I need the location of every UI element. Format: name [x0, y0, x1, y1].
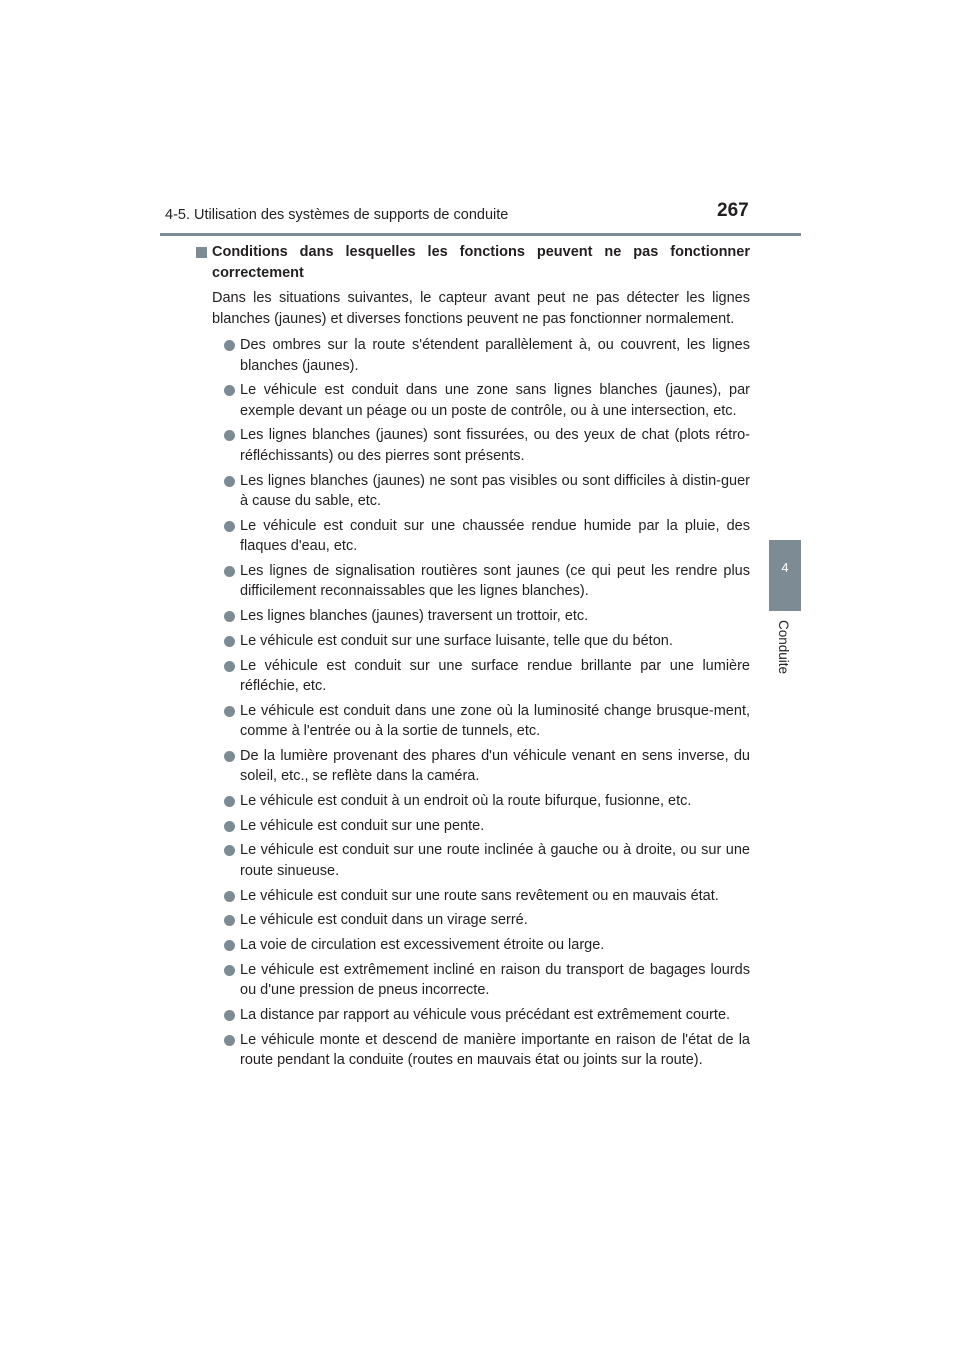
- circle-bullet-icon: [224, 1010, 235, 1021]
- list-item: [212, 335, 750, 376]
- circle-bullet-icon: [224, 891, 235, 902]
- list-item-text: La distance par rapport au véhicule vous précédant est extrêmement courte.: [240, 1006, 731, 1023]
- circle-bullet-icon: [224, 751, 235, 762]
- list-item-text: Des ombres sur la route s'étendent parallèlement à, ou couvrent, les lignes blanches (jaunes).: [240, 337, 750, 374]
- circle-bullet-icon: [224, 796, 235, 807]
- header-rule: [160, 233, 801, 236]
- list-item: [212, 816, 750, 837]
- circle-bullet-icon: [224, 706, 235, 717]
- list-item: [212, 840, 750, 881]
- list-item: [212, 886, 750, 907]
- circle-bullet-icon: [224, 845, 235, 856]
- header-title: 4-5. Utilisation des systèmes de supports de conduite: [165, 207, 509, 223]
- circle-bullet-icon: [224, 636, 235, 647]
- conditions-list: [212, 335, 750, 1071]
- page-number: 267: [717, 200, 749, 221]
- list-item: [212, 791, 750, 812]
- circle-bullet-icon: [224, 611, 235, 622]
- list-item: [212, 380, 750, 421]
- list-item-text: De la lumière provenant des phares d'un véhicule venant en sens inverse, du soleil, etc., se reflète dans la caméra.: [240, 747, 750, 785]
- circle-bullet-icon: [224, 385, 235, 396]
- list-item-text: Le véhicule est conduit dans un virage serré.: [240, 912, 528, 929]
- circle-bullet-icon: [224, 340, 235, 351]
- circle-bullet-icon: [224, 915, 235, 926]
- list-item: [212, 561, 750, 602]
- list-item: [212, 960, 750, 1001]
- intro-paragraph: [212, 288, 750, 329]
- circle-bullet-icon: [224, 821, 235, 832]
- list-item-text: Le véhicule est extrêmement incliné en raison du transport de bagages lourds ou d'une pression de pneus incorrecte.: [240, 961, 750, 999]
- circle-bullet-icon: [224, 1035, 235, 1046]
- list-item: [212, 656, 750, 697]
- circle-bullet-icon: [224, 521, 235, 532]
- circle-bullet-icon: [224, 661, 235, 672]
- circle-bullet-icon: [224, 965, 235, 976]
- list-item: [212, 701, 750, 742]
- square-bullet-icon: [196, 247, 207, 258]
- list-item-text: Les lignes blanches (jaunes) traversent un trottoir, etc.: [240, 608, 589, 625]
- section-heading-text: Conditions dans lesquelles les fonctions peuvent ne pas fonctionner correctement: [212, 244, 750, 281]
- list-item-text: Le véhicule est conduit à un endroit où la route bifurque, fusionne, etc.: [240, 793, 692, 810]
- circle-bullet-icon: [224, 940, 235, 951]
- list-item: [212, 935, 750, 956]
- list-item-text: La voie de circulation est excessivement étroite ou large.: [240, 937, 605, 953]
- main-content: [212, 242, 750, 1075]
- list-item-text: Les lignes blanches (jaunes) sont fissurées, ou des yeux de chat (plots rétro-réfléchissants) ou des pierres sont présents.: [240, 427, 750, 464]
- list-item-text: Le véhicule monte et descend de manière importante en raison de l'état de la route pendant la conduite (routes en mauvais état ou joints sur la route).: [240, 1031, 750, 1069]
- chapter-label: [769, 620, 801, 710]
- list-item-text: Le véhicule est conduit sur une pente.: [240, 817, 485, 834]
- list-item: [212, 471, 750, 512]
- list-item-text: Les lignes de signalisation routières sont jaunes (ce qui peut les rendre plus difficilement reconnaissables que les lignes blanches).: [240, 562, 750, 600]
- list-item-text: Le véhicule est conduit sur une chaussée rendue humide par la pluie, des flaques d'eau, etc.: [240, 517, 750, 555]
- list-item: [212, 1005, 750, 1026]
- chapter-label-text: Conduite: [776, 620, 791, 675]
- list-item: [212, 910, 750, 931]
- list-item-text: Le véhicule est conduit dans une zone sans lignes blanches (jaunes), par exemple devant un péage ou un poste de contrôle, ou à une intersection, etc.: [240, 382, 750, 419]
- list-item: [212, 606, 750, 627]
- list-item-text: Le véhicule est conduit sur une route inclinée à gauche ou à droite, ou sur une route sinueuse.: [240, 842, 750, 879]
- list-item-text: Le véhicule est conduit sur une surface rendue brillante par une lumière réfléchie, etc.: [240, 657, 750, 694]
- list-item-text: Le véhicule est conduit sur une route sans revêtement ou en mauvais état.: [240, 887, 719, 904]
- circle-bullet-icon: [224, 566, 235, 577]
- list-item-text: Les lignes blanches (jaunes) ne sont pas visibles ou sont difficiles à distin-guer à cause du sable, etc.: [240, 472, 750, 510]
- list-item: [212, 425, 750, 466]
- chapter-number: 4: [781, 560, 789, 575]
- section-heading: [212, 242, 750, 283]
- circle-bullet-icon: [224, 476, 235, 487]
- list-item-text: Le véhicule est conduit dans une zone où la luminosité change brusque-ment, comme à l'entrée ou à la sortie de tunnels, etc.: [240, 702, 750, 740]
- circle-bullet-icon: [224, 430, 235, 441]
- list-item: [212, 746, 750, 787]
- list-item: [212, 1030, 750, 1071]
- list-item-text: Le véhicule est conduit sur une surface luisante, telle que du béton.: [240, 632, 673, 649]
- chapter-tab: [769, 540, 801, 611]
- list-item: [212, 631, 750, 652]
- intro-text: Dans les situations suivantes, le capteur avant peut ne pas détecter les lignes blanches (jaunes) et diverses fonctions peuvent ne pas fonctionner normalement.: [212, 290, 750, 327]
- list-item: [212, 516, 750, 557]
